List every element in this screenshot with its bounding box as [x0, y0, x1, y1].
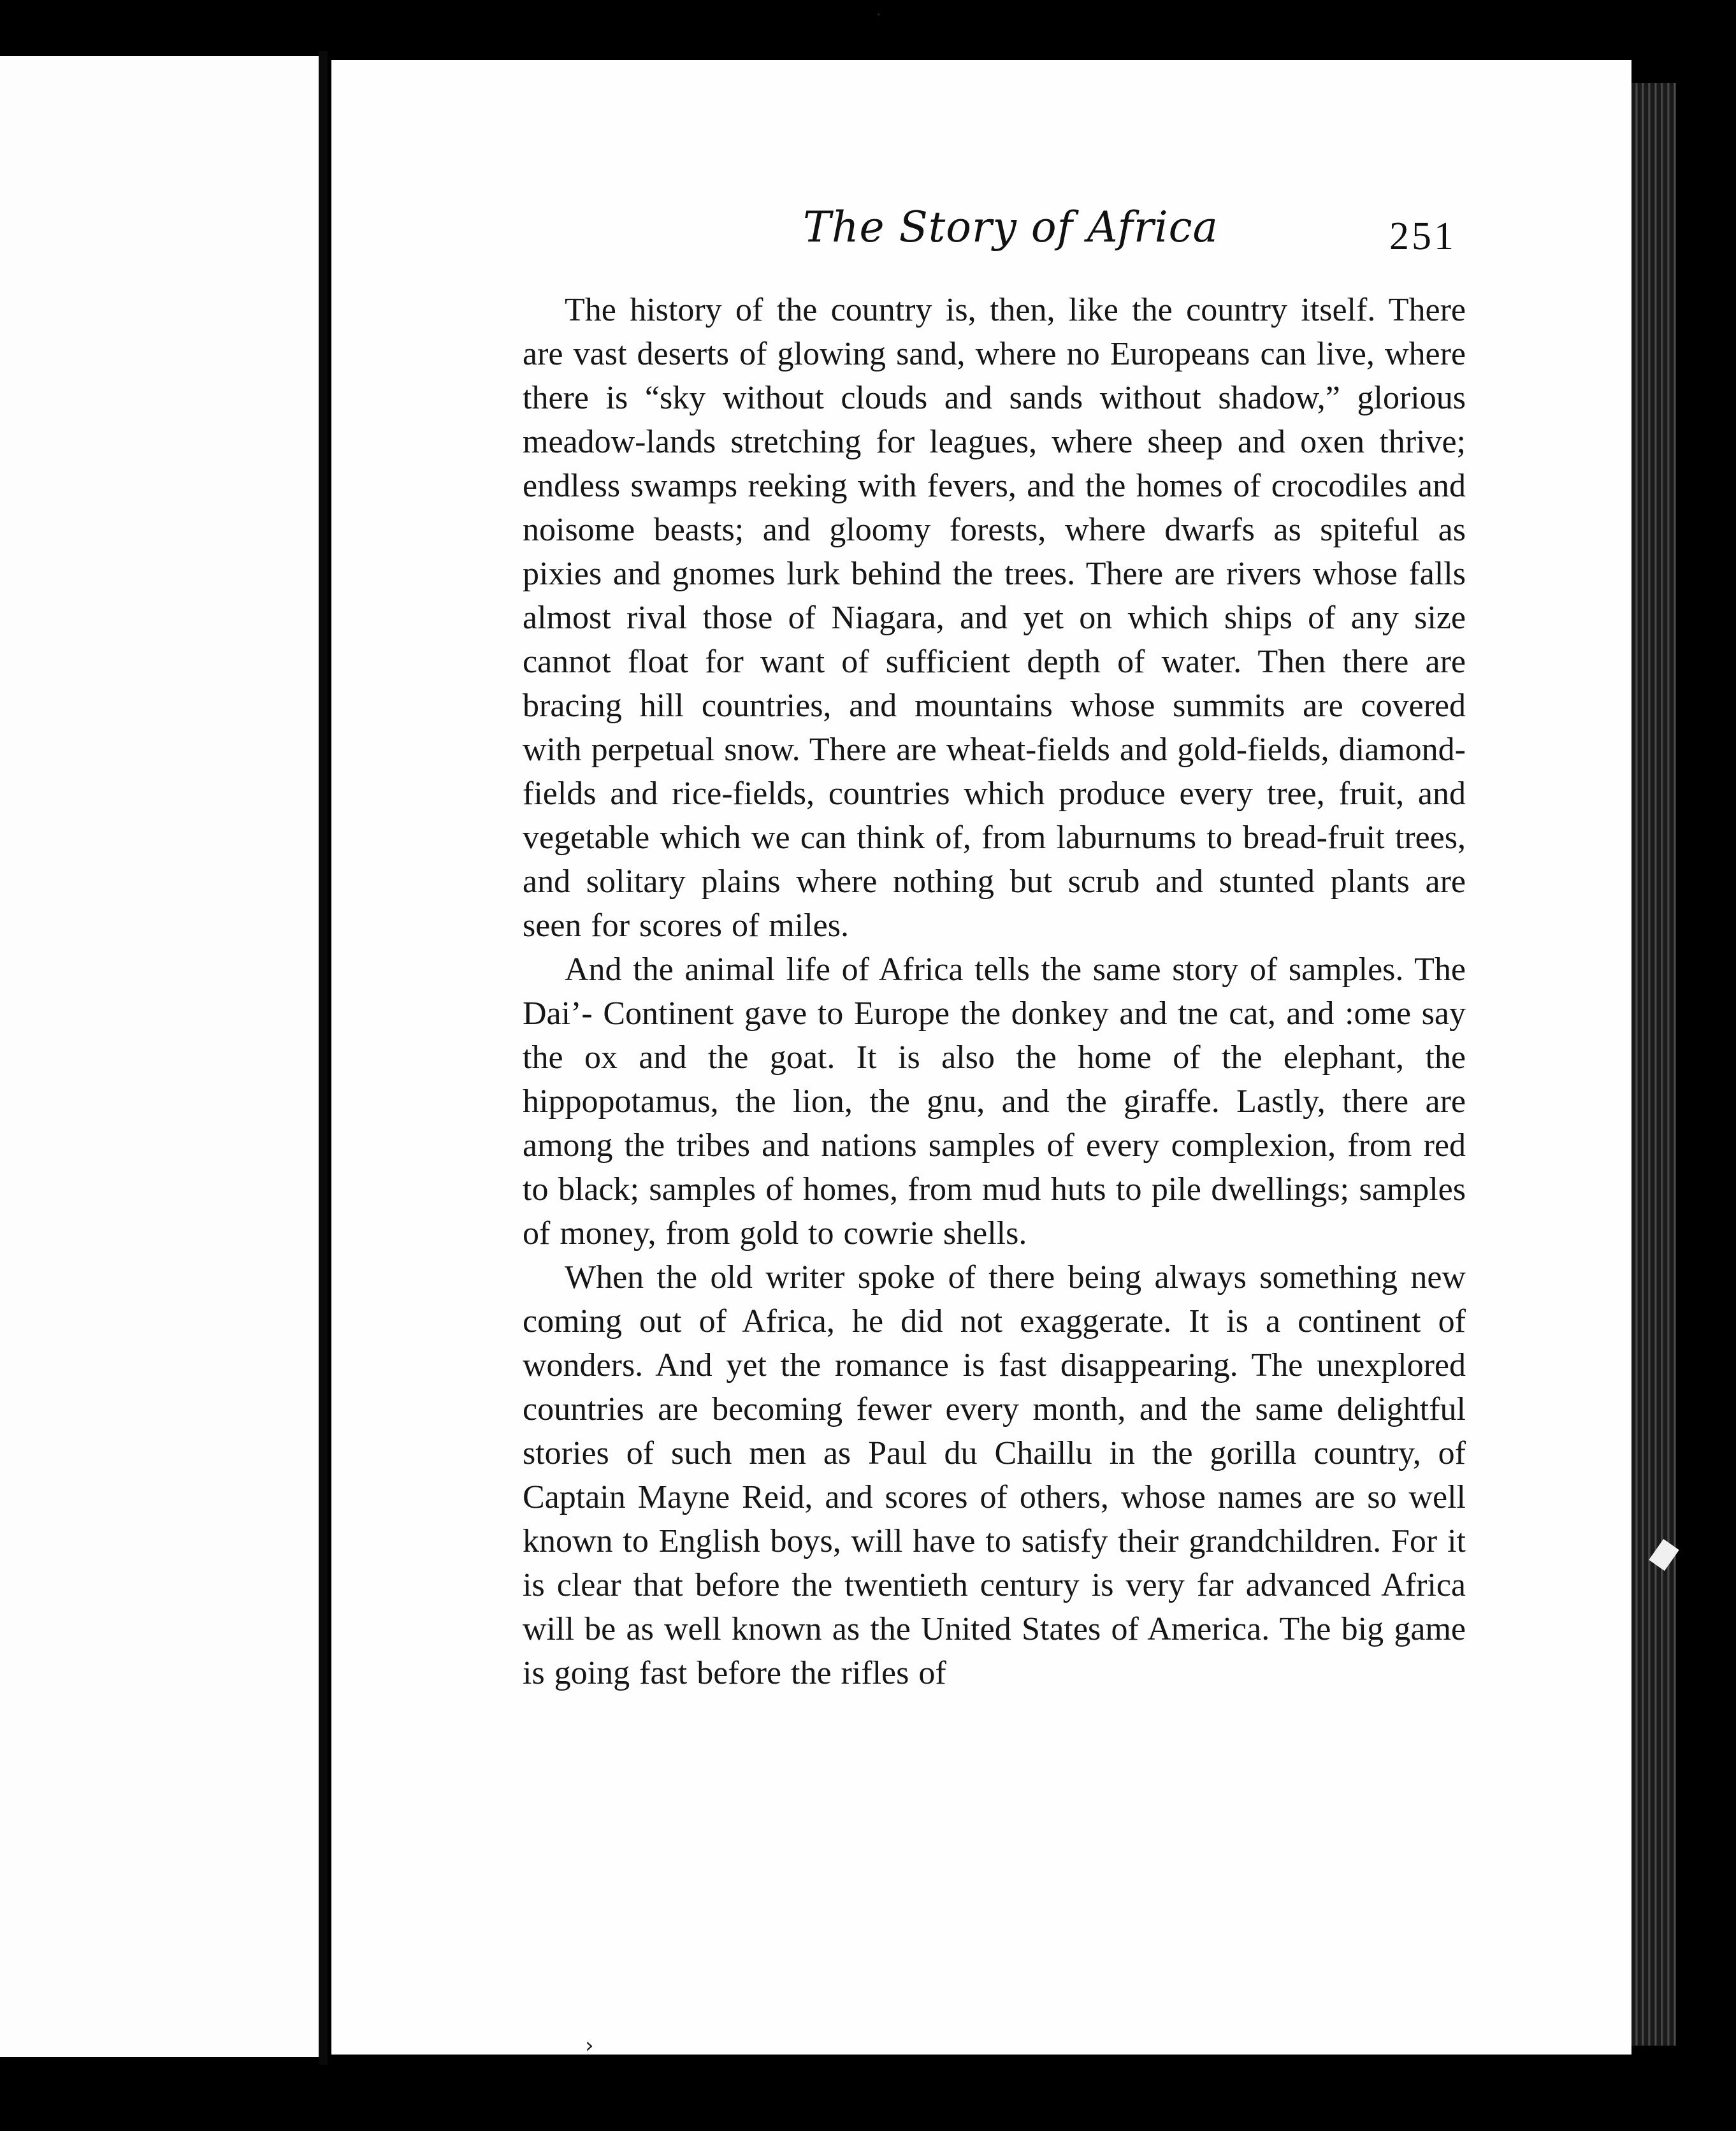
gutter-rule [319, 51, 328, 2065]
paragraph-2: And the animal life of Africa tells the same story of samples. The Dai’- Continent gave to Europe the donkey and tne cat, and :ome say the ox and the goat. It is also the home of the elephant, the hippopotamus, the lion, the gnu, and the giraffe. Lastly, there are among the tribes and nations samples of every complexion, from red to black; samples of homes, from mud huts to pile dwellings; samples of money, from gold to cowrie shells. [523, 951, 1466, 1252]
running-title: The Story of Africa [803, 203, 1219, 252]
page-edges [1631, 83, 1676, 2046]
body-text [523, 288, 1466, 1695]
paragraph-3: When the old writer spoke of there being always something new coming out of Africa, he did not exaggerate. It is a continent of wonders. And yet the romance is fast disappearing. The unexplored countries are becoming fewer every month, and the same delightful stories of such men as Paul du Chaillu in the gorilla country, of Captain Mayne Reid, and scores of others, whose names are so well known to English boys, will have to satisfy their grandchildren. For it is clear that before the twentieth century is very far advanced Africa will be as well known as the United States of America. The big game is going fast before the rifles of [523, 1259, 1466, 1691]
scan-speck: · [876, 4, 882, 26]
page-number: 251 [1389, 215, 1456, 258]
scan-speck: › [585, 2033, 594, 2058]
left-blank-page [0, 56, 322, 2057]
paragraph-1: The history of the country is, then, like the country itself. There are vast deserts of glowing sand, where no Europeans can live, where there is “sky without clouds and sands without shadow,” glorious meadow-lands stretching for leagues, where sheep and oxen thrive; endless swamps reeking with fevers, and the homes of crocodiles and noisome beasts; and gloomy forests, where dwarfs as spiteful as pixies and gnomes lurk behind the trees. There are rivers whose falls almost rival those of Niagara, and yet on which ships of any size cannot float for want of sufficient depth of water. Then there are bracing hill countries, and mountains whose summits are covered with perpetual snow. There are wheat-fields and gold-fields, diamond-fields and rice-fields, countries which produce every tree, fruit, and vegetable which we can think of, from laburnums to bread-fruit trees, and solitary plains where nothing but scrub and stunted plants are seen for scores of miles. [523, 292, 1466, 944]
